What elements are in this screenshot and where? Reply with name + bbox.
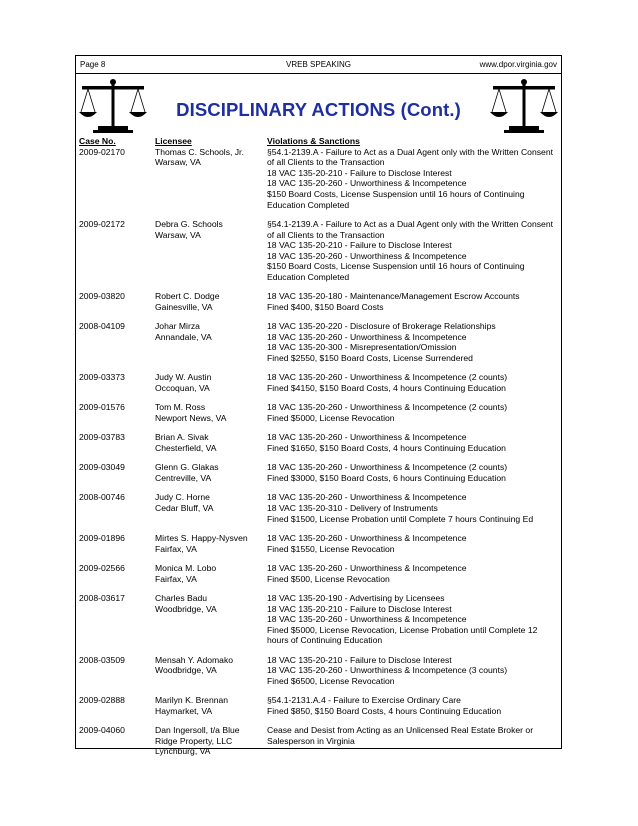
licensee-line: Johar Mirza	[155, 321, 200, 332]
table-row	[79, 462, 559, 483]
licensee-line: Brian A. Sivak	[155, 432, 209, 443]
violation-line: Fined $6500, License Revocation	[267, 675, 395, 686]
case-number: 2009-04060	[79, 725, 125, 736]
case-number: 2008-03617	[79, 592, 125, 603]
table-row	[79, 492, 559, 524]
licensee-line: Ridge Property, LLC	[155, 735, 233, 746]
licensee-cell	[155, 462, 267, 483]
violation-line: 18 VAC 135-20-260 - Unworthiness & Incompetence	[267, 178, 467, 189]
violations-cell	[267, 563, 559, 584]
violation-line: 18 VAC 135-20-260 - Unworthiness & Incompetence	[267, 250, 467, 261]
case-number: 2009-02888	[79, 695, 125, 706]
violation-line: 18 VAC 135-20-260 - Unworthiness & Incompetence (2 counts)	[267, 402, 508, 413]
violations-cell	[267, 219, 559, 283]
case-number: 2008-00746	[79, 492, 125, 503]
violation-line: Fined $400, $150 Board Costs	[267, 301, 384, 312]
publication-name: VREB SPEAKING	[286, 60, 351, 69]
licensee-cell	[155, 695, 267, 716]
licensee-line: Chesterfield, VA	[155, 443, 217, 454]
licensee-cell	[155, 563, 267, 584]
violation-line: 18 VAC 135-20-220 - Disclosure of Brokerage Relationships	[267, 321, 496, 332]
case-number: 2009-03783	[79, 432, 125, 443]
licensee-cell	[155, 291, 267, 312]
violation-line: Fined $1500, License Probation until Complete 7 hours Continuing Ed	[267, 513, 534, 524]
violations-cell	[267, 147, 559, 211]
case-number: 2008-03509	[79, 654, 125, 665]
licensee-cell	[155, 533, 267, 554]
violation-line: 18 VAC 135-20-260 - Unworthiness & Incompetence (3 counts)	[267, 665, 508, 676]
licensee-cell	[155, 432, 267, 453]
licensee-line: Mensah Y. Adomako	[155, 654, 234, 665]
case-number: 2009-01576	[79, 402, 125, 413]
disciplinary-actions-table	[79, 136, 559, 766]
violation-line: 18 VAC 135-20-260 - Unworthiness & Incompetence	[267, 614, 467, 625]
licensee-line: Cedar Bluff, VA	[155, 503, 214, 513]
violation-line: 18 VAC 135-20-260 - Unworthiness & Incompetence (2 counts)	[267, 372, 508, 383]
table-row	[79, 655, 559, 687]
licensee-cell	[155, 402, 267, 423]
table-row	[79, 147, 559, 211]
licensee-line: Newport News, VA	[155, 413, 227, 424]
licensee-cell	[155, 372, 267, 393]
scales-of-justice-icon	[78, 78, 148, 136]
licensee-cell	[155, 219, 267, 283]
table-row	[79, 219, 559, 283]
violation-line: 18 VAC 135-20-190 - Advertising by Licensees	[267, 592, 445, 603]
licensee-cell	[155, 593, 267, 646]
table-header-row	[79, 136, 559, 147]
violations-cell	[267, 321, 559, 363]
violation-line: 18 VAC 135-20-260 - Unworthiness & Incompetence	[267, 532, 467, 543]
violation-line: Fined $850, $150 Board Costs, 4 hours Continuing Education	[267, 705, 502, 716]
licensee-line: Tom M. Ross	[155, 402, 206, 413]
violation-line: 18 VAC 135-20-260 - Unworthiness & Incompetence	[267, 562, 467, 573]
violations-cell	[267, 492, 559, 524]
violation-line: 18 VAC 135-20-210 - Failure to Disclose Interest	[267, 603, 452, 614]
licensee-line: Thomas C. Schools, Jr.	[155, 146, 244, 157]
licensee-line: Judy C. Horne	[155, 492, 210, 503]
case-number: 2008-04109	[79, 321, 125, 332]
violation-line: 18 VAC 135-20-260 - Unworthiness & Incompetence (2 counts)	[267, 462, 508, 473]
table-row	[79, 321, 559, 363]
licensee-line: Fairfax, VA	[155, 543, 197, 554]
page-header	[76, 56, 561, 74]
violations-cell	[267, 402, 559, 423]
column-header-case-no: Case No.	[79, 136, 116, 146]
violations-cell	[267, 593, 559, 646]
violation-line: $150 Board Costs, License Suspension until 16 hours of Continuing Education Completed	[267, 188, 525, 210]
licensee-line: Warsaw, VA	[155, 229, 201, 240]
violation-line: Fined $5000, License Revocation	[267, 413, 395, 424]
table-row	[79, 695, 559, 716]
table-row	[79, 402, 559, 423]
scales-of-justice-icon	[489, 78, 559, 136]
violations-cell	[267, 725, 559, 757]
violation-line: 18 VAC 135-20-210 - Failure to Disclose Interest	[267, 654, 452, 665]
licensee-line: Fairfax, VA	[155, 573, 197, 584]
violation-line: $150 Board Costs, License Suspension until 16 hours of Continuing Education Completed	[267, 261, 525, 282]
licensee-line: Woodbridge, VA	[155, 603, 217, 614]
table-row	[79, 432, 559, 453]
violations-cell	[267, 695, 559, 716]
licensee-line: Haymarket, VA	[155, 705, 213, 716]
licensee-line: Monica M. Lobo	[155, 562, 217, 573]
table-row	[79, 563, 559, 584]
violation-line: Fined $1550, License Revocation	[267, 543, 395, 554]
violation-line: Cease and Desist from Acting as an Unlicensed Real Estate Broker or Salesperson in Virginia	[267, 725, 534, 746]
licensee-cell	[155, 492, 267, 524]
licensee-line: Dan Ingersoll, t/a Blue	[155, 725, 240, 736]
licensee-line: Charles Badu	[155, 592, 208, 603]
table-row	[79, 372, 559, 393]
violations-cell	[267, 533, 559, 554]
violation-line: Fined $2550, $150 Board Costs, License Surrendered	[267, 353, 473, 364]
website-link[interactable]: www.dpor.virginia.gov	[479, 60, 557, 69]
violation-line: Fined $4150, $150 Board Costs, 4 hours Continuing Education	[267, 383, 506, 394]
violation-line: §54.1-2131.A.4 - Failure to Exercise Ordinary Care	[267, 695, 461, 706]
page-frame	[75, 55, 562, 757]
page-number: Page 8	[80, 60, 106, 69]
violation-line: Fined $1650, $150 Board Costs, 4 hours Continuing Education	[267, 443, 506, 454]
violation-line: Fined $500, License Revocation	[267, 573, 390, 584]
licensee-line: Centreville, VA	[155, 473, 212, 484]
violation-line: 18 VAC 135-20-210 - Failure to Disclose Interest	[267, 240, 452, 251]
table-row	[79, 533, 559, 554]
licensee-line: Robert C. Dodge	[155, 291, 220, 302]
licensee-cell	[155, 655, 267, 687]
violations-cell	[267, 372, 559, 393]
table-row	[79, 593, 559, 646]
case-number: 2009-02170	[79, 146, 125, 157]
licensee-cell	[155, 725, 267, 757]
table-row	[79, 291, 559, 312]
licensee-line: Mirtes S. Happy-Nysven	[155, 532, 248, 543]
licensee-cell	[155, 321, 267, 363]
violation-line: §54.1-2139.A - Failure to Act as a Dual Agent only with the Written Consent of all Clients to the Transaction	[267, 146, 553, 168]
licensee-line: Judy W. Austin	[155, 372, 212, 383]
violation-line: 18 VAC 135-20-260 - Unworthiness & Incompetence	[267, 432, 467, 443]
case-number: 2009-01896	[79, 532, 125, 543]
case-number: 2009-03049	[79, 462, 125, 473]
licensee-line: Annandale, VA	[155, 331, 212, 342]
column-header-violations: Violations & Sanctions	[267, 136, 360, 146]
violation-line: 18 VAC 135-20-260 - Unworthiness & Incompetence	[267, 331, 467, 342]
violation-line: 18 VAC 135-20-210 - Failure to Disclose Interest	[267, 167, 452, 178]
licensee-line: Glenn G. Glakas	[155, 462, 219, 473]
case-number: 2009-03373	[79, 372, 125, 383]
licensee-line: Debra G. Schools	[155, 218, 223, 229]
violation-line: 18 VAC 135-20-300 - Misrepresentation/Omission	[267, 342, 457, 353]
case-number: 2009-02566	[79, 562, 125, 573]
violation-line: Fined $3000, $150 Board Costs, 6 hours Continuing Education	[267, 473, 506, 484]
page-title: DISCIPLINARY ACTIONS (Cont.)	[176, 99, 461, 120]
violation-line: 18 VAC 135-20-180 - Maintenance/Management Escrow Accounts	[267, 291, 520, 302]
violation-line: Fined $5000, License Revocation, License Probation until Complete 12 hours of Continuing Education	[267, 624, 538, 646]
table-row	[79, 725, 559, 757]
licensee-line: Woodbridge, VA	[155, 665, 217, 676]
violations-cell	[267, 291, 559, 312]
licensee-line: Occoquan, VA	[155, 383, 210, 394]
licensee-cell	[155, 147, 267, 211]
violation-line: 18 VAC 135-20-260 - Unworthiness & Incompetence	[267, 492, 467, 503]
violation-line: 18 VAC 135-20-310 - Delivery of Instruments	[267, 503, 438, 513]
case-number: 2009-02172	[79, 218, 125, 229]
violation-line: §54.1-2139.A - Failure to Act as a Dual Agent only with the Written Consent of all Clients to the Transaction	[267, 218, 553, 240]
violations-cell	[267, 655, 559, 687]
licensee-line: Warsaw, VA	[155, 157, 201, 168]
column-header-licensee: Licensee	[155, 136, 192, 146]
licensee-line: Lynchburg, VA	[155, 746, 211, 757]
licensee-line: Gainesville, VA	[155, 301, 213, 312]
violations-cell	[267, 462, 559, 483]
case-number: 2009-03820	[79, 291, 125, 302]
licensee-line: Marilyn K. Brennan	[155, 695, 229, 706]
violations-cell	[267, 432, 559, 453]
